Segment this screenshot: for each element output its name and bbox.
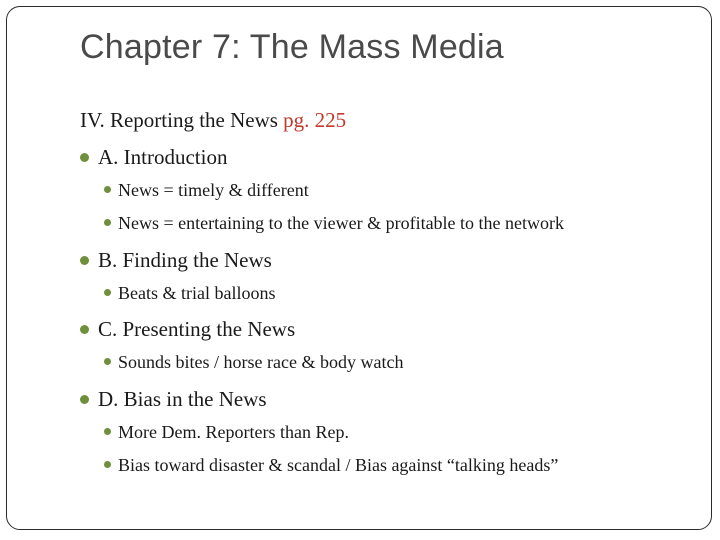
sub-bullet-label: Beats & trial balloons bbox=[118, 283, 276, 303]
sub-bullet-label: Sounds bites / horse race & body watch bbox=[118, 352, 404, 372]
bullet-dot-icon bbox=[104, 289, 111, 296]
bullet-label: C. Presenting the News bbox=[98, 317, 296, 341]
sub-bullet-item bbox=[104, 213, 564, 234]
sub-bullet-label: News = timely & different bbox=[118, 180, 309, 200]
bullet-label: D. Bias in the News bbox=[98, 387, 267, 411]
sub-bullet-item bbox=[104, 455, 558, 476]
sub-bullet-item bbox=[104, 180, 309, 201]
bullet-item-c bbox=[80, 317, 295, 342]
section-heading-text: IV. Reporting the News bbox=[80, 108, 278, 132]
bullet-dot-icon bbox=[104, 186, 111, 193]
bullet-label: A. Introduction bbox=[98, 145, 228, 169]
page-reference: pg. 225 bbox=[283, 108, 347, 132]
bullet-dot-icon bbox=[104, 461, 111, 468]
sub-bullet-item bbox=[104, 422, 349, 443]
slide-title: Chapter 7: The Mass Media bbox=[80, 28, 504, 66]
bullet-dot-icon bbox=[104, 428, 111, 435]
section-heading bbox=[80, 108, 346, 133]
bullet-item-b bbox=[80, 248, 272, 273]
sub-bullet-item bbox=[104, 352, 403, 373]
bullet-item-d bbox=[80, 387, 267, 412]
bullet-dot-icon bbox=[104, 358, 111, 365]
bullet-dot-icon bbox=[80, 256, 89, 265]
bullet-label: B. Finding the News bbox=[98, 248, 272, 272]
bullet-dot-icon bbox=[80, 395, 89, 404]
sub-bullet-label: Bias toward disaster & scandal / Bias against “talking heads” bbox=[118, 455, 559, 475]
bullet-dot-icon bbox=[104, 219, 111, 226]
bullet-dot-icon bbox=[80, 325, 89, 334]
sub-bullet-label: More Dem. Reporters than Rep. bbox=[118, 422, 349, 442]
bullet-dot-icon bbox=[80, 153, 89, 162]
bullet-item-a bbox=[80, 145, 227, 170]
sub-bullet-label: News = entertaining to the viewer & profitable to the network bbox=[118, 213, 565, 233]
sub-bullet-item bbox=[104, 283, 275, 304]
